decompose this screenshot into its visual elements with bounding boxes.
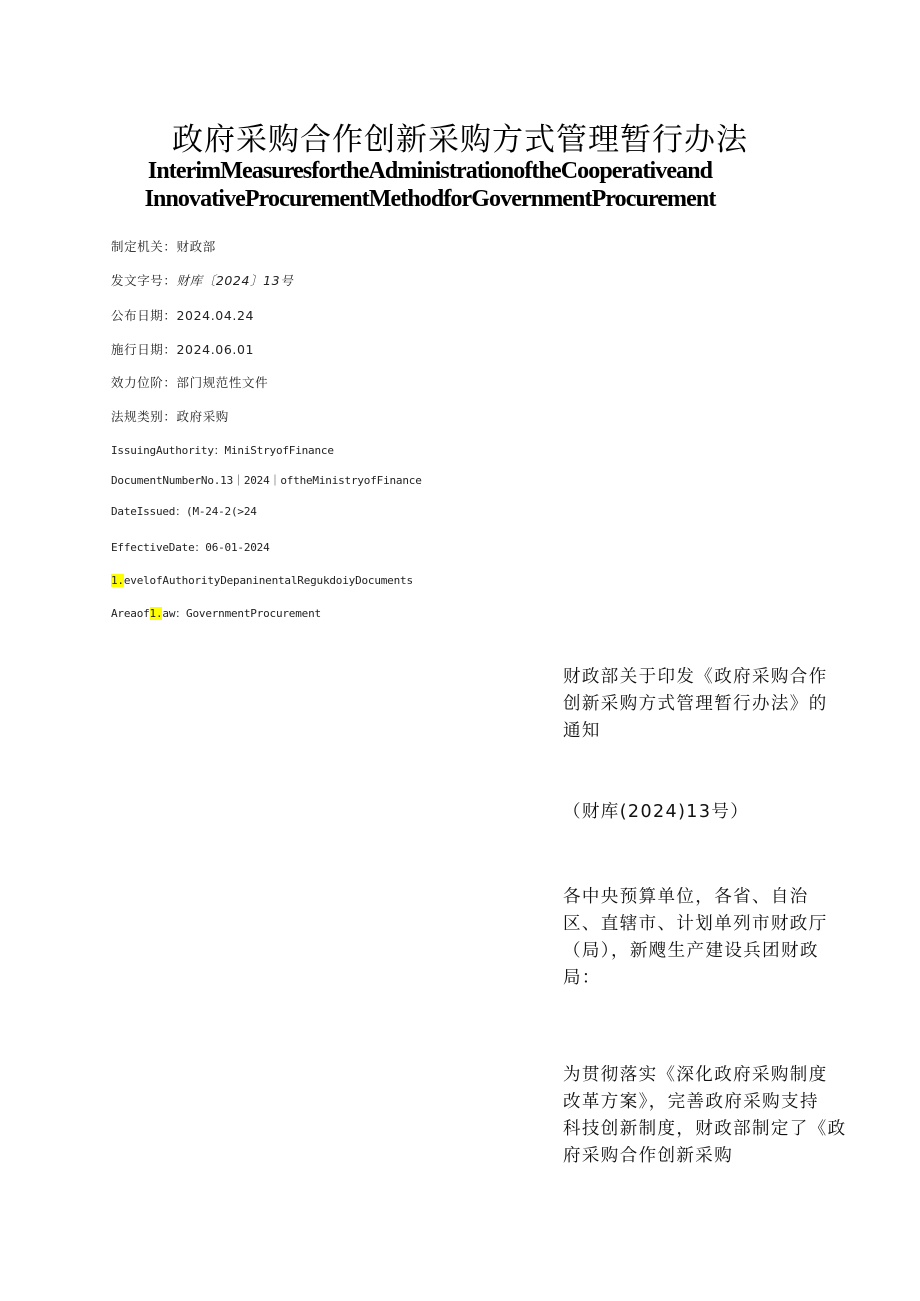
notice-addressee-line: 各中央预算单位，各省、自治: [563, 887, 809, 907]
meta-en-authority: IssuingAuthority：MiniStryofFinance: [111, 444, 334, 457]
notice-heading: [563, 664, 863, 745]
meta-en-date-issued: DateIssued：(M-24-2(>24: [111, 505, 257, 518]
notice-body-line: 为贯彻落实《深化政府采购制度: [563, 1065, 828, 1085]
notice-addressee-line: 局：: [563, 968, 601, 988]
meta-doc-number: [111, 271, 293, 289]
meta-doc-number-value: 财库〔2024〕13号: [176, 273, 294, 288]
title-english-line-1: InterimMeasuresfortheAdministrationoftheCooperativeand: [147, 158, 713, 184]
notice-body-line: 改革方案》，完善政府采购支持: [563, 1092, 819, 1112]
notice-body: [563, 1062, 863, 1170]
meta-en-area: [111, 605, 321, 621]
highlight-mark: 1.: [149, 607, 163, 620]
meta-en-doc-number: DocumentNumberNo.13｜2024｜oftheMinistryofFinance: [111, 474, 422, 487]
notice-addressee-line: （局），新飕生产建设兵团财政: [563, 941, 819, 961]
meta-category: 法规类别：政府采购: [111, 409, 229, 424]
notice-body-line: 府采购合作创新采购: [563, 1146, 734, 1166]
notice-heading-line: 通知: [563, 721, 601, 741]
notice-doc-number-text: （财库(2024)13号）: [563, 802, 750, 822]
meta-effective-date: 施行日期：2024.06.01: [111, 342, 255, 357]
notice-heading-line: 创新采购方式管理暂行办法》的: [563, 694, 828, 714]
title-chinese: 政府采购合作创新采购方式管理暂行办法: [172, 122, 748, 158]
meta-en-level-text: evelofAuthorityDepaninentalRegukdoiyDocuments: [123, 574, 413, 587]
meta-authority: 制定机关：财政部: [111, 239, 216, 254]
meta-en-area-prefix: Areaof: [111, 607, 150, 620]
meta-issue-date: 公布日期：2024.04.24: [111, 308, 255, 323]
meta-en-level: [111, 574, 413, 587]
meta-en-area-text: aw：GovernmentProcurement: [162, 607, 321, 620]
notice-body-line: 科技创新制度，财政部制定了《政: [563, 1119, 847, 1139]
meta-en-effective-date: EffectiveDate：06-01-2024: [111, 541, 270, 554]
notice-addressee-line: 区、直辖市、计划单列市财政厅: [563, 914, 828, 934]
notice-heading-line: 财政部关于印发《政府采购合作: [563, 667, 828, 687]
meta-level: 效力位阶：部门规范性文件: [111, 375, 269, 390]
notice-doc-number: [563, 799, 863, 826]
notice-addressee: [563, 884, 863, 992]
title-english-line-2: InnovativeProcurementMethodforGovernmentProcurement: [144, 186, 716, 212]
highlight-mark: 1.: [111, 574, 124, 587]
meta-doc-number-label: 发文字号：: [111, 273, 177, 288]
